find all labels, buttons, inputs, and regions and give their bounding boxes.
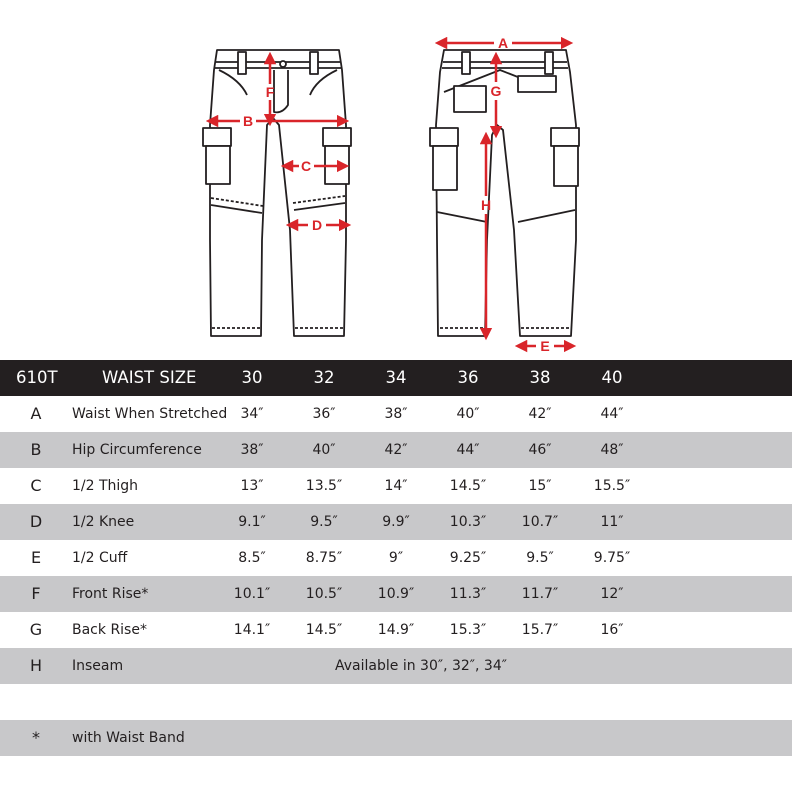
label-g: G	[490, 83, 502, 99]
row-value: 48″	[600, 442, 624, 458]
row-value: 9″	[388, 550, 404, 566]
table-row	[0, 504, 792, 540]
table-row	[0, 648, 792, 684]
row-value: 38″	[384, 406, 408, 422]
row-value: 9.25″	[449, 550, 487, 566]
row-label: Back Rise*	[72, 622, 147, 638]
row-value: 9.5″	[526, 550, 554, 566]
row-value: 10.9″	[377, 586, 415, 602]
row-value: 46″	[528, 442, 552, 458]
row-label: Waist When Stretched	[72, 406, 228, 422]
row-value: 8.5″	[238, 550, 266, 566]
pants-measurement-diagram	[0, 0, 792, 360]
row-label: 1/2 Thigh	[72, 478, 139, 494]
header-size: 36	[457, 368, 479, 387]
label-b: B	[242, 113, 254, 129]
row-value: 44″	[456, 442, 480, 458]
row-label: Inseam	[72, 658, 124, 674]
row-value: 14.1″	[233, 622, 271, 638]
row-value: 14.5″	[305, 622, 343, 638]
row-value: 10.1″	[233, 586, 271, 602]
row-value: 10.7″	[521, 514, 559, 530]
row-code: D	[29, 512, 43, 531]
row-value: 14.5″	[449, 478, 487, 494]
row-value: 14″	[384, 478, 408, 494]
row-value: 9.9″	[382, 514, 410, 530]
row-value: 34″	[240, 406, 264, 422]
row-code: A	[30, 404, 42, 423]
table-row	[0, 396, 792, 432]
row-value: 14.9″	[377, 622, 415, 638]
header-size: 30	[241, 368, 263, 387]
row-value: 13″	[240, 478, 264, 494]
header-code: 610T	[16, 368, 58, 387]
header-size: 34	[385, 368, 407, 387]
footnote-text: with Waist Band	[72, 730, 185, 746]
row-value: 9.1″	[238, 514, 266, 530]
row-value: 11″	[600, 514, 624, 530]
row-value: 8.75″	[305, 550, 343, 566]
row-value: 12″	[600, 586, 624, 602]
header-size: 32	[313, 368, 335, 387]
row-code: C	[30, 476, 42, 495]
row-value: 15.5″	[593, 478, 631, 494]
header-size: 38	[529, 368, 551, 387]
label-a: A	[497, 35, 509, 51]
row-value: 15.3″	[449, 622, 487, 638]
row-value: 38″	[240, 442, 264, 458]
label-f: F	[265, 84, 275, 100]
table-header-row	[0, 360, 792, 396]
row-value: 40″	[456, 406, 480, 422]
row-label: 1/2 Cuff	[72, 550, 128, 566]
row-value: 11.3″	[449, 586, 487, 602]
row-label: 1/2 Knee	[72, 514, 135, 530]
row-value: 11.7″	[521, 586, 559, 602]
row-value: 40″	[312, 442, 336, 458]
row-value: 42″	[528, 406, 552, 422]
back-pants-outline	[430, 50, 579, 336]
row-label: Front Rise*	[72, 586, 149, 602]
row-code: E	[30, 548, 42, 567]
row-value: 10.3″	[449, 514, 487, 530]
table-footnote-row	[0, 720, 792, 756]
row-value: 13.5″	[305, 478, 343, 494]
header-label: WAIST SIZE	[102, 368, 197, 387]
row-value: 10.5″	[305, 586, 343, 602]
pants-drawing	[0, 0, 792, 360]
row-value: 15.7″	[521, 622, 559, 638]
row-value: 9.5″	[310, 514, 338, 530]
header-size: 40	[601, 368, 623, 387]
row-value: 16″	[600, 622, 624, 638]
row-value: 36″	[312, 406, 336, 422]
row-code: G	[29, 620, 43, 639]
row-label: Hip Circumference	[72, 442, 202, 458]
front-pants-outline	[203, 50, 351, 336]
footnote-symbol: *	[32, 728, 40, 747]
row-code: F	[31, 584, 41, 603]
label-c: C	[300, 158, 312, 174]
table-row	[0, 468, 792, 504]
row-value: 42″	[384, 442, 408, 458]
inseam-availability: Available in 30″, 32″, 34″	[335, 658, 507, 674]
table-row	[0, 576, 792, 612]
label-e: E	[540, 338, 550, 354]
row-code: B	[30, 440, 42, 459]
table-row	[0, 432, 792, 468]
row-value: 44″	[600, 406, 624, 422]
table-row	[0, 540, 792, 576]
label-d: D	[311, 217, 323, 233]
table-spacer-row	[0, 684, 792, 720]
label-h: H	[480, 197, 492, 213]
row-value: 9.75″	[593, 550, 631, 566]
row-code: H	[29, 656, 43, 675]
row-value: 15″	[528, 478, 552, 494]
table-row	[0, 612, 792, 648]
